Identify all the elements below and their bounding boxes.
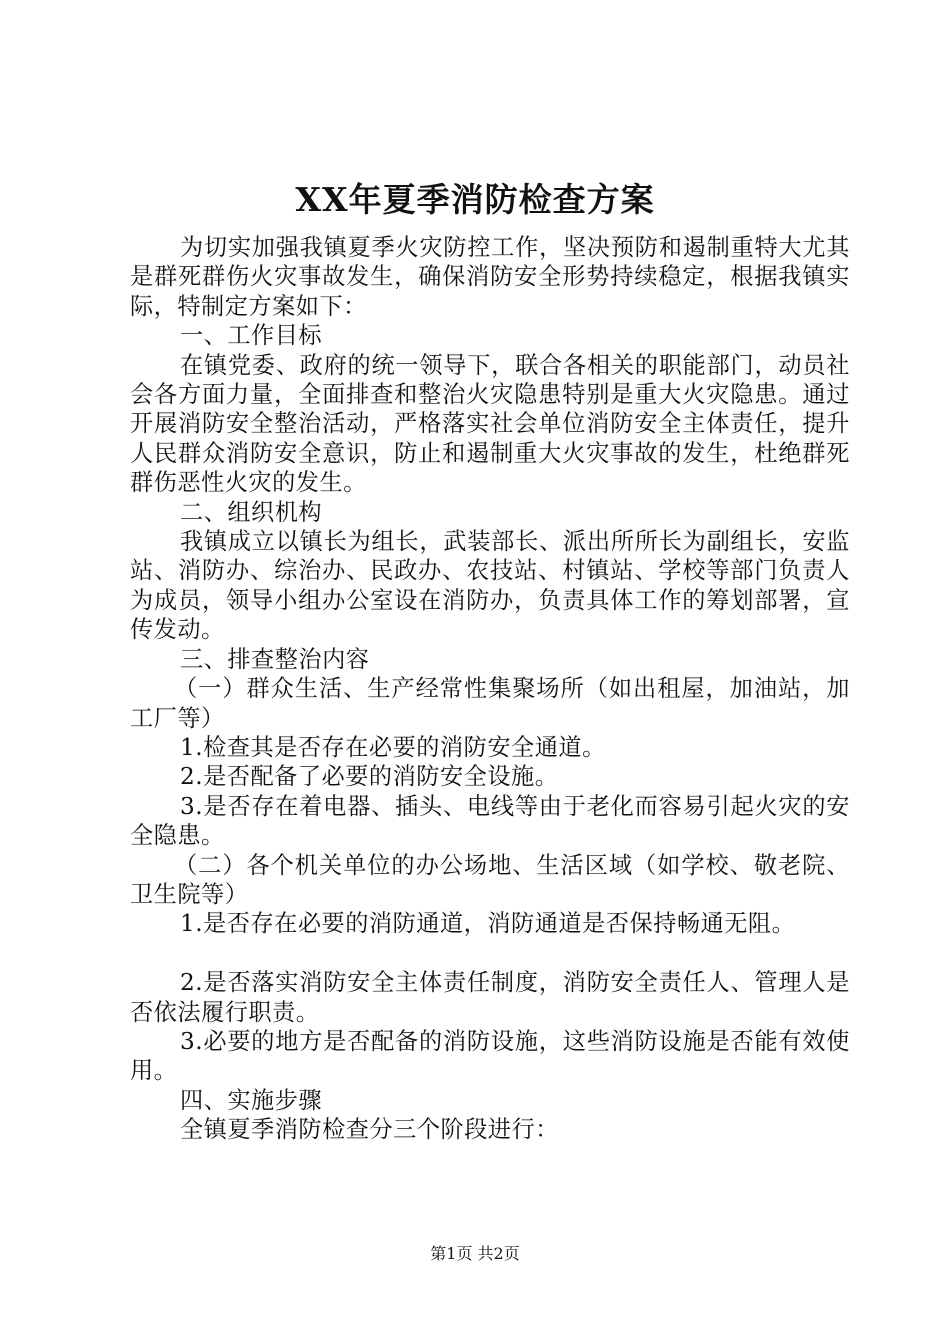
paragraph-implementation: 全镇夏季消防检查分三个阶段进行： — [180, 1116, 559, 1144]
heading-work-goal: 一、工作目标 — [180, 322, 323, 350]
list-item-1-2: 2.是否配备了必要的消防安全设施。 — [180, 763, 559, 791]
list-item-2-1: 1.是否存在必要的消防通道，消防通道是否保持畅通无阻。 — [180, 910, 796, 938]
heading-implementation: 四、实施步骤 — [180, 1086, 323, 1114]
paragraph-work-goal: 在镇党委、政府的统一领导下，联合各相关的职能部门，动员社会各方面力量，全面排查和整治火灾隐患特别是重大火灾隐患。通过开展消防安全整治活动，严格落实社会单位消防安全主体责任，提升人民群众消防安全意识，防止和遏制重大火灾事故的发生，杜绝群死群伤恶性火灾的发生。 — [130, 351, 850, 497]
paragraph-intro: 为切实加强我镇夏季火灾防控工作，坚决预防和遏制重特大尤其是群死群伤火灾事故发生，确保消防安全形势持续稳定，根据我镇实际，特制定方案如下： — [130, 234, 850, 320]
subheading-gathering-places: （一）群众生活、生产经常性集聚场所（如出租屋，加油站，加工厂等） — [130, 675, 850, 732]
list-item-1-1: 1.检查其是否存在必要的消防安全通道。 — [180, 733, 606, 761]
page-footer: 第1页 共2页 — [430, 1244, 520, 1263]
list-item-2-2: 2.是否落实消防安全主体责任制度，消防安全责任人、管理人是否依法履行职责。 — [130, 969, 850, 1026]
subheading-offices: （二）各个机关单位的办公场地、生活区域（如学校、敬老院、卫生院等） — [130, 851, 850, 908]
paragraph-organization: 我镇成立以镇长为组长，武装部长、派出所所长为副组长，安监站、消防办、综治办、民政办、农技站、村镇站、学校等部门负责人为成员，领导小组办公室设在消防办，负责具体工作的筹划部署，宣传发动。 — [130, 528, 850, 644]
blank-line — [130, 939, 850, 968]
document-title: XX年夏季消防检查方案 — [295, 180, 655, 219]
heading-organization: 二、组织机构 — [180, 498, 323, 526]
list-item-2-3: 3.必要的地方是否配备的消防设施，这些消防设施是否能有效使用。 — [130, 1027, 850, 1085]
list-item-1-3: 3.是否存在着电器、插头、电线等由于老化而容易引起火灾的安全隐患。 — [130, 792, 850, 850]
document-body — [130, 233, 850, 1145]
heading-inspection-content: 三、排查整治内容 — [180, 645, 370, 673]
